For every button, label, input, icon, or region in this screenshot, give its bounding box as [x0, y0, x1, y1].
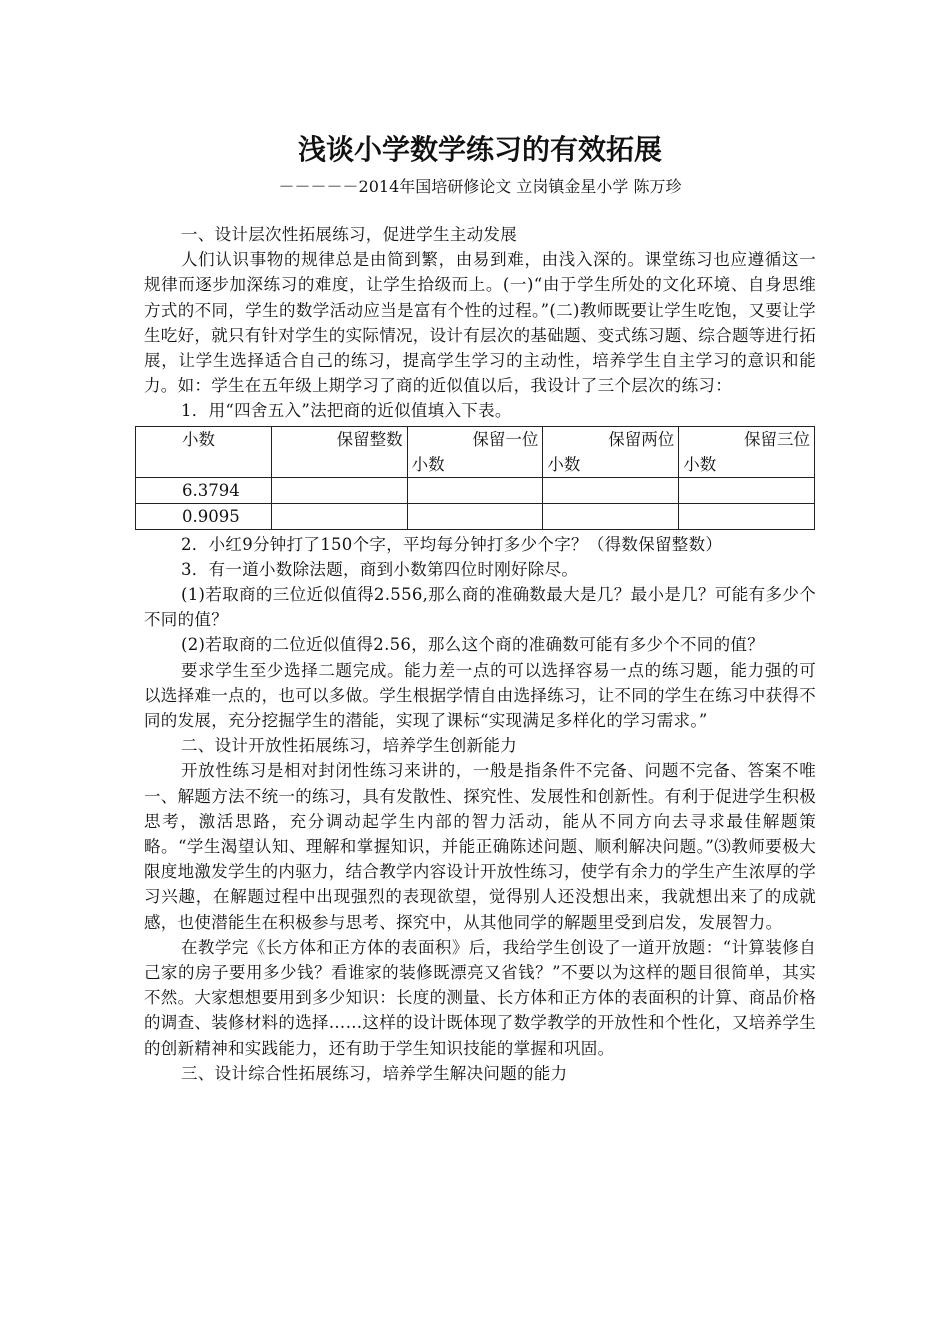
table-cell [407, 503, 543, 529]
section-2-paragraph-1: 开放性练习是相对封闭性练习来讲的，一般是指条件不完备、问题不完备、答案不唯一、解题方法不统一的练习，具有发散性、探究性、发展性和创新性。有利于促进学生积极思考，激活思路，充分调动起学生内部的智力活动，能从不同方向去寻求最佳解题策略。“学生渴望认知、理解和掌握知识，并能正确陈述问题、顺利解决问题。”⑶教师要极大限度地激发学生的内驱力，结合教学内容设计开放性练习，使学有余力的学生产生浓厚的学习兴趣，在解题过程中出现强烈的表现欲望，觉得别人还没想出来，我就想出来了的成就感，也使潜能生在积极参与思考、探究中，从其他同学的解题里受到启发，发展智力。 [144, 761, 816, 932]
section-2-paragraph-2: 在教学完《长方体和正方体的表面积》后，我给学生创设了一道开放题：“计算装修自己家的房子要用多少钱？看谁家的装修既漂亮又省钱？”不要以为这样的题目很简单，其实不然。大家想想要用到多少知识：长度的测量、长方体和正方体的表面积的计算、商品价格的调查、装修材料的选择……这样的设计既体现了数学教学的开放性和个性化，又培养学生的创新精神和实践能力，还有助于学生知识技能的掌握和巩固。 [144, 937, 816, 1058]
question-3: 3．有一道小数除法题，商到小数第四位时刚好除尽。 [181, 559, 579, 579]
table-cell [271, 477, 407, 503]
table-cell [679, 477, 815, 503]
section-3-heading: 三、设计综合性拓展练习，培养学生解决问题的能力 [181, 1063, 568, 1083]
document-page [144, 132, 816, 1086]
section-1-paragraph-2: 要求学生至少选择二题完成。能力差一点的可以选择容易一点的练习题，能力强的可以选择难一点的，也可以多做。学生根据学情自由选择练习，让不同的学生在练习中获得不同的发展，充分挖掘学生的潜能，实现了课标“实现满足多样化的学习需求。” [144, 660, 816, 731]
table-header-cell: 小数 [136, 426, 272, 477]
table-header-cell: 保留三位 小数 [679, 426, 815, 477]
section-1-paragraph-1: 人们认识事物的规律总是由简到繁，由易到难，由浅入深的。课堂练习也应遵循这一规律而逐步加深练习的难度，让学生拾级而上。(一)“由于学生所处的文化环境、自身思维方式的不同，学生的数学活动应当是富有个性的过程。”(二)教师既要让学生吃饱，又要让学生吃好，就只有针对学生的实际情况，设计有层次的基础题、变式练习题、综合题等进行拓展，让学生选择适合自己的练习，提高学生学习的主动性，培养学生自主学习的意识和能力。如：学生在五年级上期学习了商的近似值以后，我设计了三个层次的练习： [144, 250, 816, 396]
table-header-cell: 保留一位 小数 [407, 426, 543, 477]
table-header-cell: 保留两位 小数 [543, 426, 679, 477]
table-header-row [136, 426, 815, 477]
table-cell [679, 503, 815, 529]
table-row [136, 503, 815, 529]
table-cell: 0.9095 [136, 503, 272, 529]
section-1-heading: 一、设计层次性拓展练习，促进学生主动发展 [181, 225, 517, 244]
table-cell [271, 503, 407, 529]
question-3-part-2: (2)若取商的二位近似值得2.56，那么这个商的准确数可能有多少个不同的值？ [181, 635, 765, 655]
question-3-part-1: (1)若取商的三位近似值得2.556,那么商的准确数最大是几？最小是几？可能有多少个不同的值？ [144, 585, 816, 630]
table-cell [407, 477, 543, 503]
table-cell: 6.3794 [136, 477, 272, 503]
table-row [136, 477, 815, 503]
document-title: 浅谈小学数学练习的有效拓展 [297, 133, 662, 166]
document-subtitle: －－－－－2014年国培研修论文 立岗镇金星小学 陈万珍 [278, 177, 682, 196]
question-1: 1．用“四舍五入”法把商的近似值填入下表。 [181, 401, 512, 421]
table-cell [543, 503, 679, 529]
table-header-cell: 保留整数 [271, 426, 407, 477]
approximation-table [135, 426, 815, 530]
table-cell [543, 477, 679, 503]
section-2-heading: 二、设计开放性拓展练习，培养学生创新能力 [181, 736, 517, 756]
question-2: 2．小红9分钟打了150个字，平均每分钟打多少个字？（得数保留整数） [181, 534, 723, 554]
